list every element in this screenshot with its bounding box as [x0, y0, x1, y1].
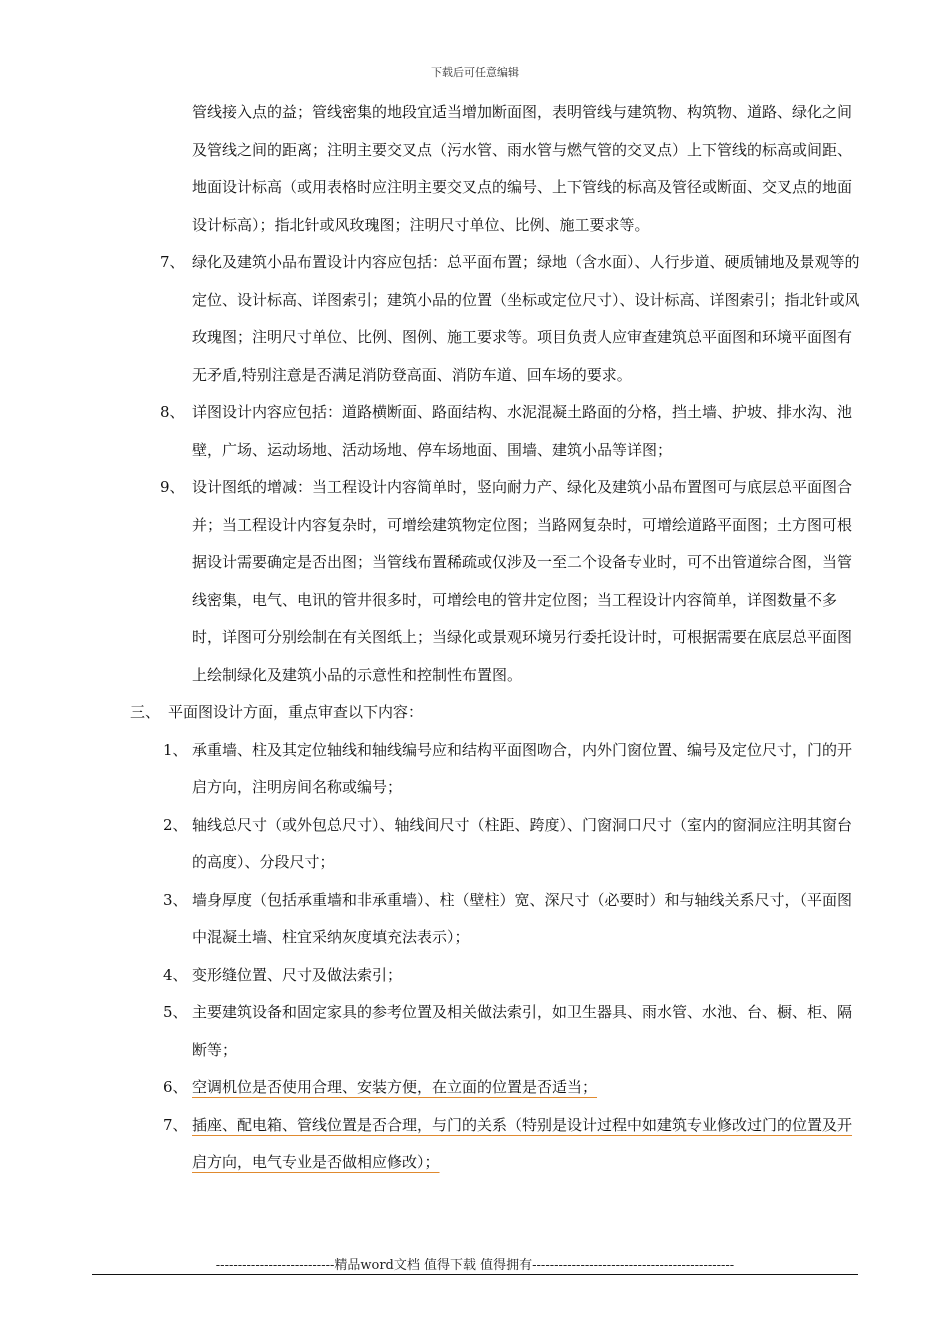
list-item-equipment-furniture [0, 994, 950, 1069]
list-number: 2、 [163, 815, 188, 834]
list-item-drawing-changes [0, 469, 950, 694]
section-heading [0, 694, 950, 732]
list-item-axis-dimensions [0, 807, 950, 882]
list-number: 5、 [163, 1003, 188, 1021]
footer-divider [92, 1274, 858, 1275]
section-title: 平面图设计方面，重点审查以下内容： [168, 703, 424, 721]
list-item-air-conditioner [0, 1069, 950, 1107]
list-item-expansion-joints [0, 957, 950, 995]
list-number: 3、 [163, 890, 188, 909]
list-text: 承重墙、柱及其定位轴线和轴线编号应和结构平面图吻合，内外门窗位置、编号及定位尺寸，门的开启方向，注明房间名称或编号； [192, 740, 853, 796]
list-text: 墙身厚度（包括承重墙和非承重墙）、柱（壁柱）宽、深尺寸（必要时）和与轴线关系尺寸，（平面图中混凝土墙、柱宜采纳灰度填充法表示）； [192, 890, 853, 946]
page-header: 下载后可任意编辑 [431, 66, 519, 79]
list-text-underlined: 空调机位是否使用合理、安装方便，在立面的位置是否适当； [192, 1078, 598, 1096]
list-number: 9、 [160, 478, 185, 496]
list-item-walls-columns [0, 732, 950, 807]
list-item-detail-drawings [0, 394, 950, 469]
list-number: 7、 [160, 253, 185, 271]
section-number: 三、 [130, 703, 161, 721]
list-number: 6、 [163, 1078, 188, 1096]
list-text: 设计图纸的增减：当工程设计内容简单时，竖向耐力产、绿化及建筑小品布置图可与底层总平面图合并；当工程设计内容复杂时，可增绘建筑物定位图；当路网复杂时，可增绘道路平面图；土方图可根据设计需要确定是否出图；当管线布置稀疏或仅涉及一至二个设备专业时，可不出管道综合图，当管线密集，电气、电讯的管井很多时，可增绘电的管井定位图；当工程设计内容简单，详图数量不多时，详图可分别绘制在有关图纸上；当绿化或景观环境另行委托设计时，可根据需要在底层总平面图上绘制绿化及建筑小品的示意性和控制性布置图。 [192, 478, 853, 684]
list-text: 详图设计内容应包括：道路横断面、路面结构、水泥混凝土路面的分格，挡土墙、护坡、排水沟、池壁，广场、运动场地、活动场地、停车场地面、围墙、建筑小品等详图； [192, 403, 853, 459]
list-item-green-layout [0, 244, 950, 394]
list-text: 绿化及建筑小品布置设计内容应包括：总平面布置；绿地（含水面）、人行步道、硬质铺地及景观等的定位、设计标高、详图索引；建筑小品的位置（坐标或定位尺寸）、设计标高、详图索引；指北针或风玫瑰图；注明尺寸单位、比例、图例、施工要求等。项目负责人应审查建筑总平面图和环境平面图有无矛盾,特别注意是否满足消防登高面、消防车道、回车场的要求。 [192, 253, 860, 384]
page-footer: ---------------------------精品word文档 值得下载 值得拥有---------------------------------------------- [215, 1258, 735, 1273]
document-body [0, 94, 950, 1182]
list-text: 变形缝位置、尺寸及做法索引； [192, 965, 403, 984]
list-number: 4、 [163, 965, 188, 984]
list-text-underlined: 插座、配电箱、管线位置是否合理，与门的关系（特别是设计过程中如建筑专业修改过门的位置及开启方向，电气专业是否做相应修改）； [192, 1115, 853, 1171]
list-number: 7、 [163, 1115, 188, 1134]
list-item-sockets-wiring [0, 1107, 950, 1182]
continuation-paragraph: 管线接入点的益；管线密集的地段宜适当增加断面图，表明管线与建筑物、构筑物、道路、绿化之间及管线之间的距离；注明主要交叉点（污水管、雨水管与燃气管的交叉点）上下管线的标高或间距、地面设计标高（或用表格时应注明主要交叉点的编号、上下管线的标高及管径或断面、交叉点的地面设计标高）；指北针或风玫瑰图；注明尺寸单位、比例、施工要求等。 [192, 103, 853, 234]
list-text: 主要建筑设备和固定家具的参考位置及相关做法索引，如卫生器具、雨水管、水池、台、橱、柜、隔断等； [192, 1003, 853, 1059]
list-number: 1、 [163, 740, 188, 759]
list-number: 8、 [160, 403, 185, 421]
list-text: 轴线总尺寸（或外包总尺寸）、轴线间尺寸（柱距、跨度）、门窗洞口尺寸（室内的窗洞应注明其窗台的高度）、分段尺寸； [192, 815, 853, 871]
list-item-wall-thickness [0, 882, 950, 957]
